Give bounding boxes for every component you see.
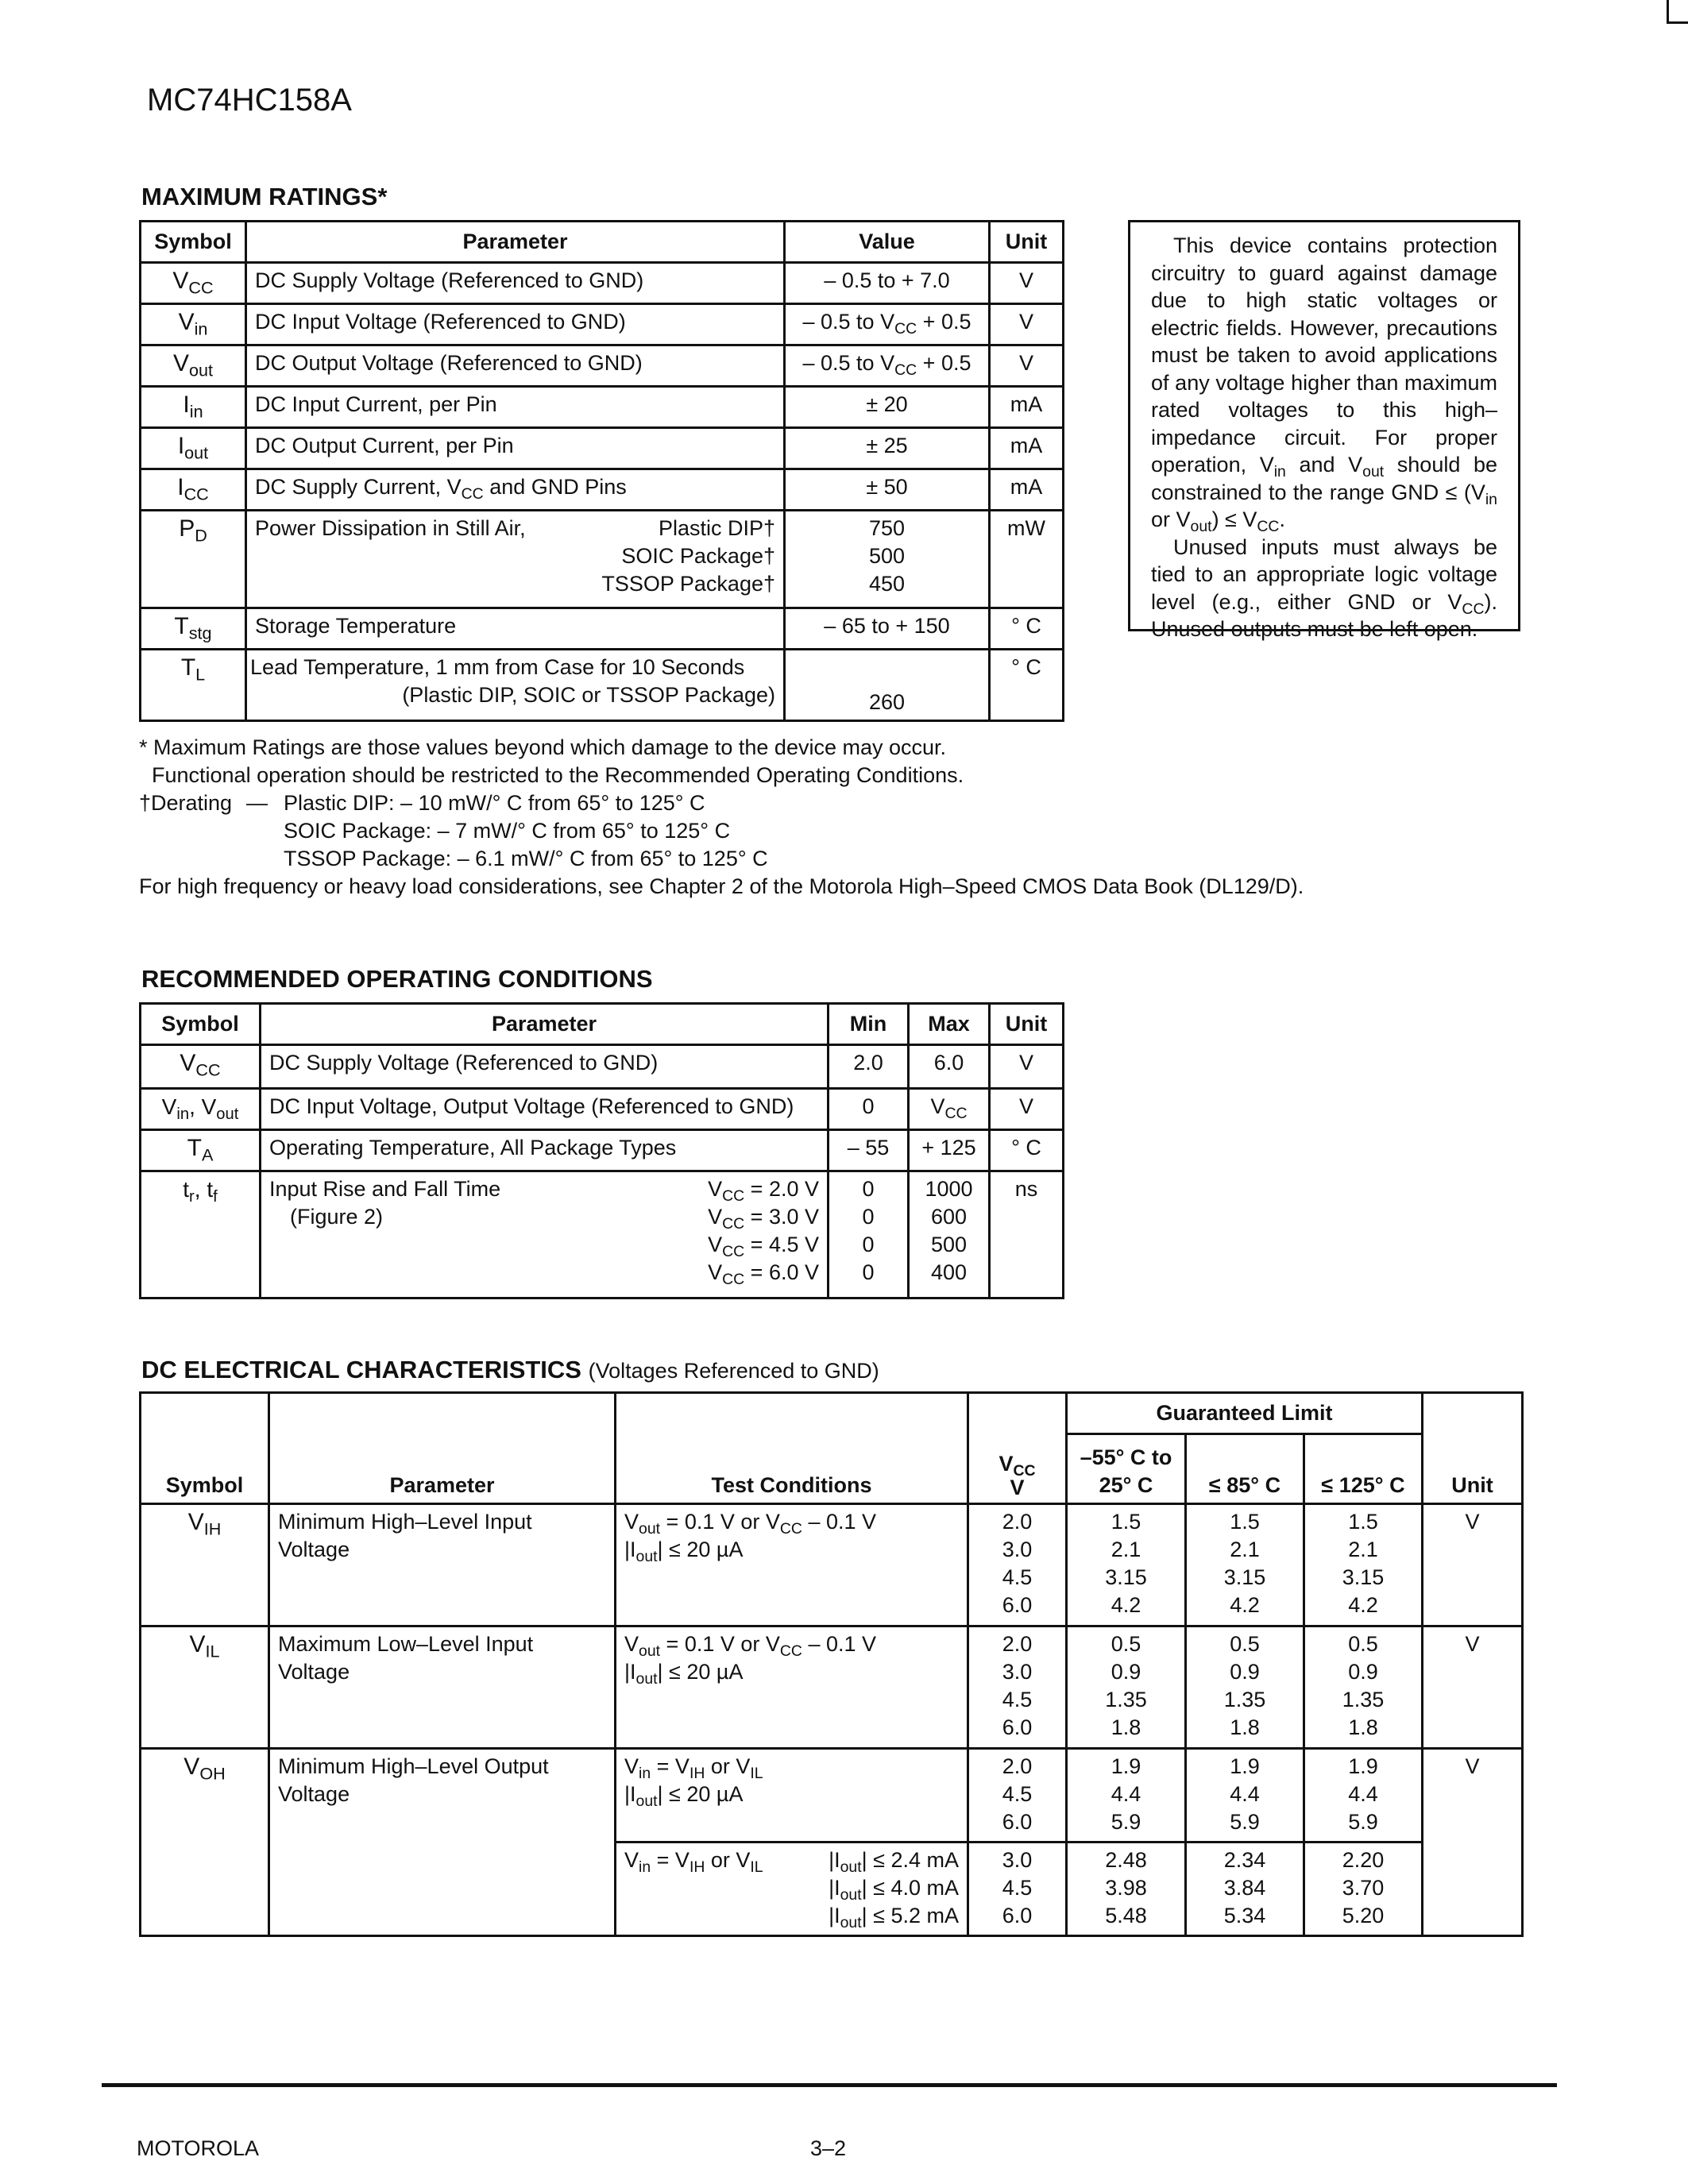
corner-mark <box>1667 21 1688 24</box>
col-header: Parameter <box>261 1004 829 1045</box>
rec-op-title: RECOMMENDED OPERATING CONDITIONS <box>141 965 653 993</box>
col-header: Unit <box>1423 1393 1523 1504</box>
dc-char-table <box>139 1391 1524 1937</box>
table-row: $V_{IL}$ Maximum Low–Level Input Voltage $V_{out} = 0.1$ V or $V_{CC} - 0.1$ V $|I_{out}| \le 20$ µA 2.0 3.0 4.5 6.0 0.5 0.9 1.35 1.8 0.5 0.9 1.35 1.8 0.5 0.9 1.35 1.8 V <box>141 1626 1523 1749</box>
table-row: $V_{in}$ DC Input Voltage (Referenced to GND) – 0.5 to $V_{CC} + 0.5$ V <box>141 304 1064 345</box>
table-row: $I_{in}$ DC Input Current, per Pin ± 20 mA <box>141 387 1064 428</box>
col-header: –55° C to 25° C <box>1067 1434 1186 1504</box>
table-row: $V_{in} = V_{IH}$ or $V_{IL}$ $|I_{out}| \le 2.4$ mA $|I_{out}| \le 4.0$ mA $|I_{out}| \le 5.2$ mA 3.0 4.5 6.0 2.48 3.98 5.48 2.34 3.84 5.34 2.20 3.70 5.20 <box>141 1843 1523 1936</box>
col-header: Symbol <box>141 1004 261 1045</box>
table-row: $V_{OH}$ Minimum High–Level Output Voltage $V_{in} = V_{IH}$ or $V_{IL}$ $|I_{out}| \le 20$ µA 2.0 4.5 6.0 1.9 4.4 5.9 1.9 4.4 5.9 1.9 4.4 5.9 V <box>141 1749 1523 1843</box>
dc-char-title: DC ELECTRICAL CHARACTERISTICS (Voltages Referenced to GND) <box>141 1356 879 1383</box>
col-header: Symbol <box>141 222 246 263</box>
table-row: $V_{IH}$ Minimum High–Level Input Voltage $V_{out} = 0.1$ V or $V_{CC} - 0.1$ V $|I_{out}| \le 20$ µA 2.0 3.0 4.5 6.0 1.5 2.1 3.15 4.2 1.5 2.1 3.15 4.2 1.5 2.1 3.15 4.2 V <box>141 1504 1523 1626</box>
col-header: Value <box>785 222 990 263</box>
col-header: Test Conditions <box>616 1393 968 1504</box>
rec-op-table <box>139 1002 1064 1299</box>
footer-rule <box>102 2083 1557 2087</box>
table-row: $I_{CC}$ DC Supply Current, $V_{CC}$ and GND Pins ± 50 mA <box>141 469 1064 511</box>
page-number: 3–2 <box>810 2136 847 2160</box>
col-header: Parameter <box>269 1393 616 1504</box>
max-ratings-table <box>139 220 1064 722</box>
table-row: $P_D$ Power Dissipation in Still Air, Plastic DIP† SOIC Package† TSSOP Package† 750 500 450 mW <box>141 511 1064 608</box>
table-row: $V_{CC}$ DC Supply Voltage (Referenced to GND) – 0.5 to + 7.0 V <box>141 263 1064 304</box>
table-row: $T_A$ Operating Temperature, All Package Types – 55 + 125 ° C <box>141 1130 1064 1171</box>
table-row: $V_{CC}$ DC Supply Voltage (Referenced to GND) 2.0 6.0 V <box>141 1045 1064 1089</box>
esd-protection-note: This device contains protection circuitry to guard against damage due to high static voltages or electric fields. However, precautions must be taken to avoid applications of any voltage higher than maximum rated voltages to this high–impedance circuit. For proper operation, $V_{in}$ and $V_{out}$ should be constrained to the range GND ≤ ($V_{in}$ or $V_{out}) \le V_{CC}$. Unused inputs must always be tied to an appropriate logic voltage level (e.g., either GND or $V_{CC}$). Unused outputs must be left open. <box>1128 220 1520 631</box>
part-number: MC74HC158A <box>147 83 352 118</box>
max-ratings-footnotes: * Maximum Ratings are those values beyond which damage to the device may occur. Functional operation should be restricted to the Recommended Operating Conditions. †Derating — Plastic DIP: – 10 mW/° C from 65° to 125° C SOIC Package: – 7 mW/° C from 65° to 125° C TSSOP Package: – 6.1 mW/° C from 65° to 125° C For high frequency or heavy load considerations, see Chapter 2 of the Motorola High–Speed CMOS Data Book (DL129/D). <box>139 735 1304 898</box>
table-row: $I_{out}$ DC Output Current, per Pin ± 25 mA <box>141 428 1064 469</box>
table-row: $T_L$ Lead Temperature, 1 mm from Case for 10 Seconds (Plastic DIP, SOIC or TSSOP Package) 260 ° C <box>141 650 1064 721</box>
col-header: Symbol <box>141 1393 269 1504</box>
col-header: ≤ 85° C <box>1186 1434 1304 1504</box>
table-row: $V_{in}$, $V_{out}$ DC Input Voltage, Output Voltage (Referenced to GND) 0 $V_{CC}$ V <box>141 1089 1064 1130</box>
col-header: $V_{CC}$ V <box>968 1393 1067 1504</box>
table-row: $T_{stg}$ Storage Temperature – 65 to + 150 ° C <box>141 608 1064 650</box>
corner-mark <box>1667 0 1669 24</box>
col-header: ≤ 125° C <box>1304 1434 1423 1504</box>
col-header: Min <box>829 1004 909 1045</box>
col-header: Unit <box>990 1004 1064 1045</box>
col-header: Parameter <box>246 222 785 263</box>
max-ratings-title: MAXIMUM RATINGS* <box>141 183 388 210</box>
col-header: Guaranteed Limit <box>1067 1393 1423 1434</box>
col-header: Max <box>909 1004 990 1045</box>
col-header: Unit <box>990 222 1064 263</box>
table-row: $t_r$, $t_f$ Input Rise and Fall Time $V_{CC} = 2.0$ V (Figure 2) $V_{CC} = 3.0$ V $V_{CC} = 4.5$ V $V_{CC} = 6.0$ V 0 0 0 0 1000 600 500 400 ns <box>141 1171 1064 1298</box>
footer-brand: MOTOROLA <box>137 2136 260 2160</box>
table-row: $V_{out}$ DC Output Voltage (Referenced to GND) – 0.5 to $V_{CC} + 0.5$ V <box>141 345 1064 387</box>
